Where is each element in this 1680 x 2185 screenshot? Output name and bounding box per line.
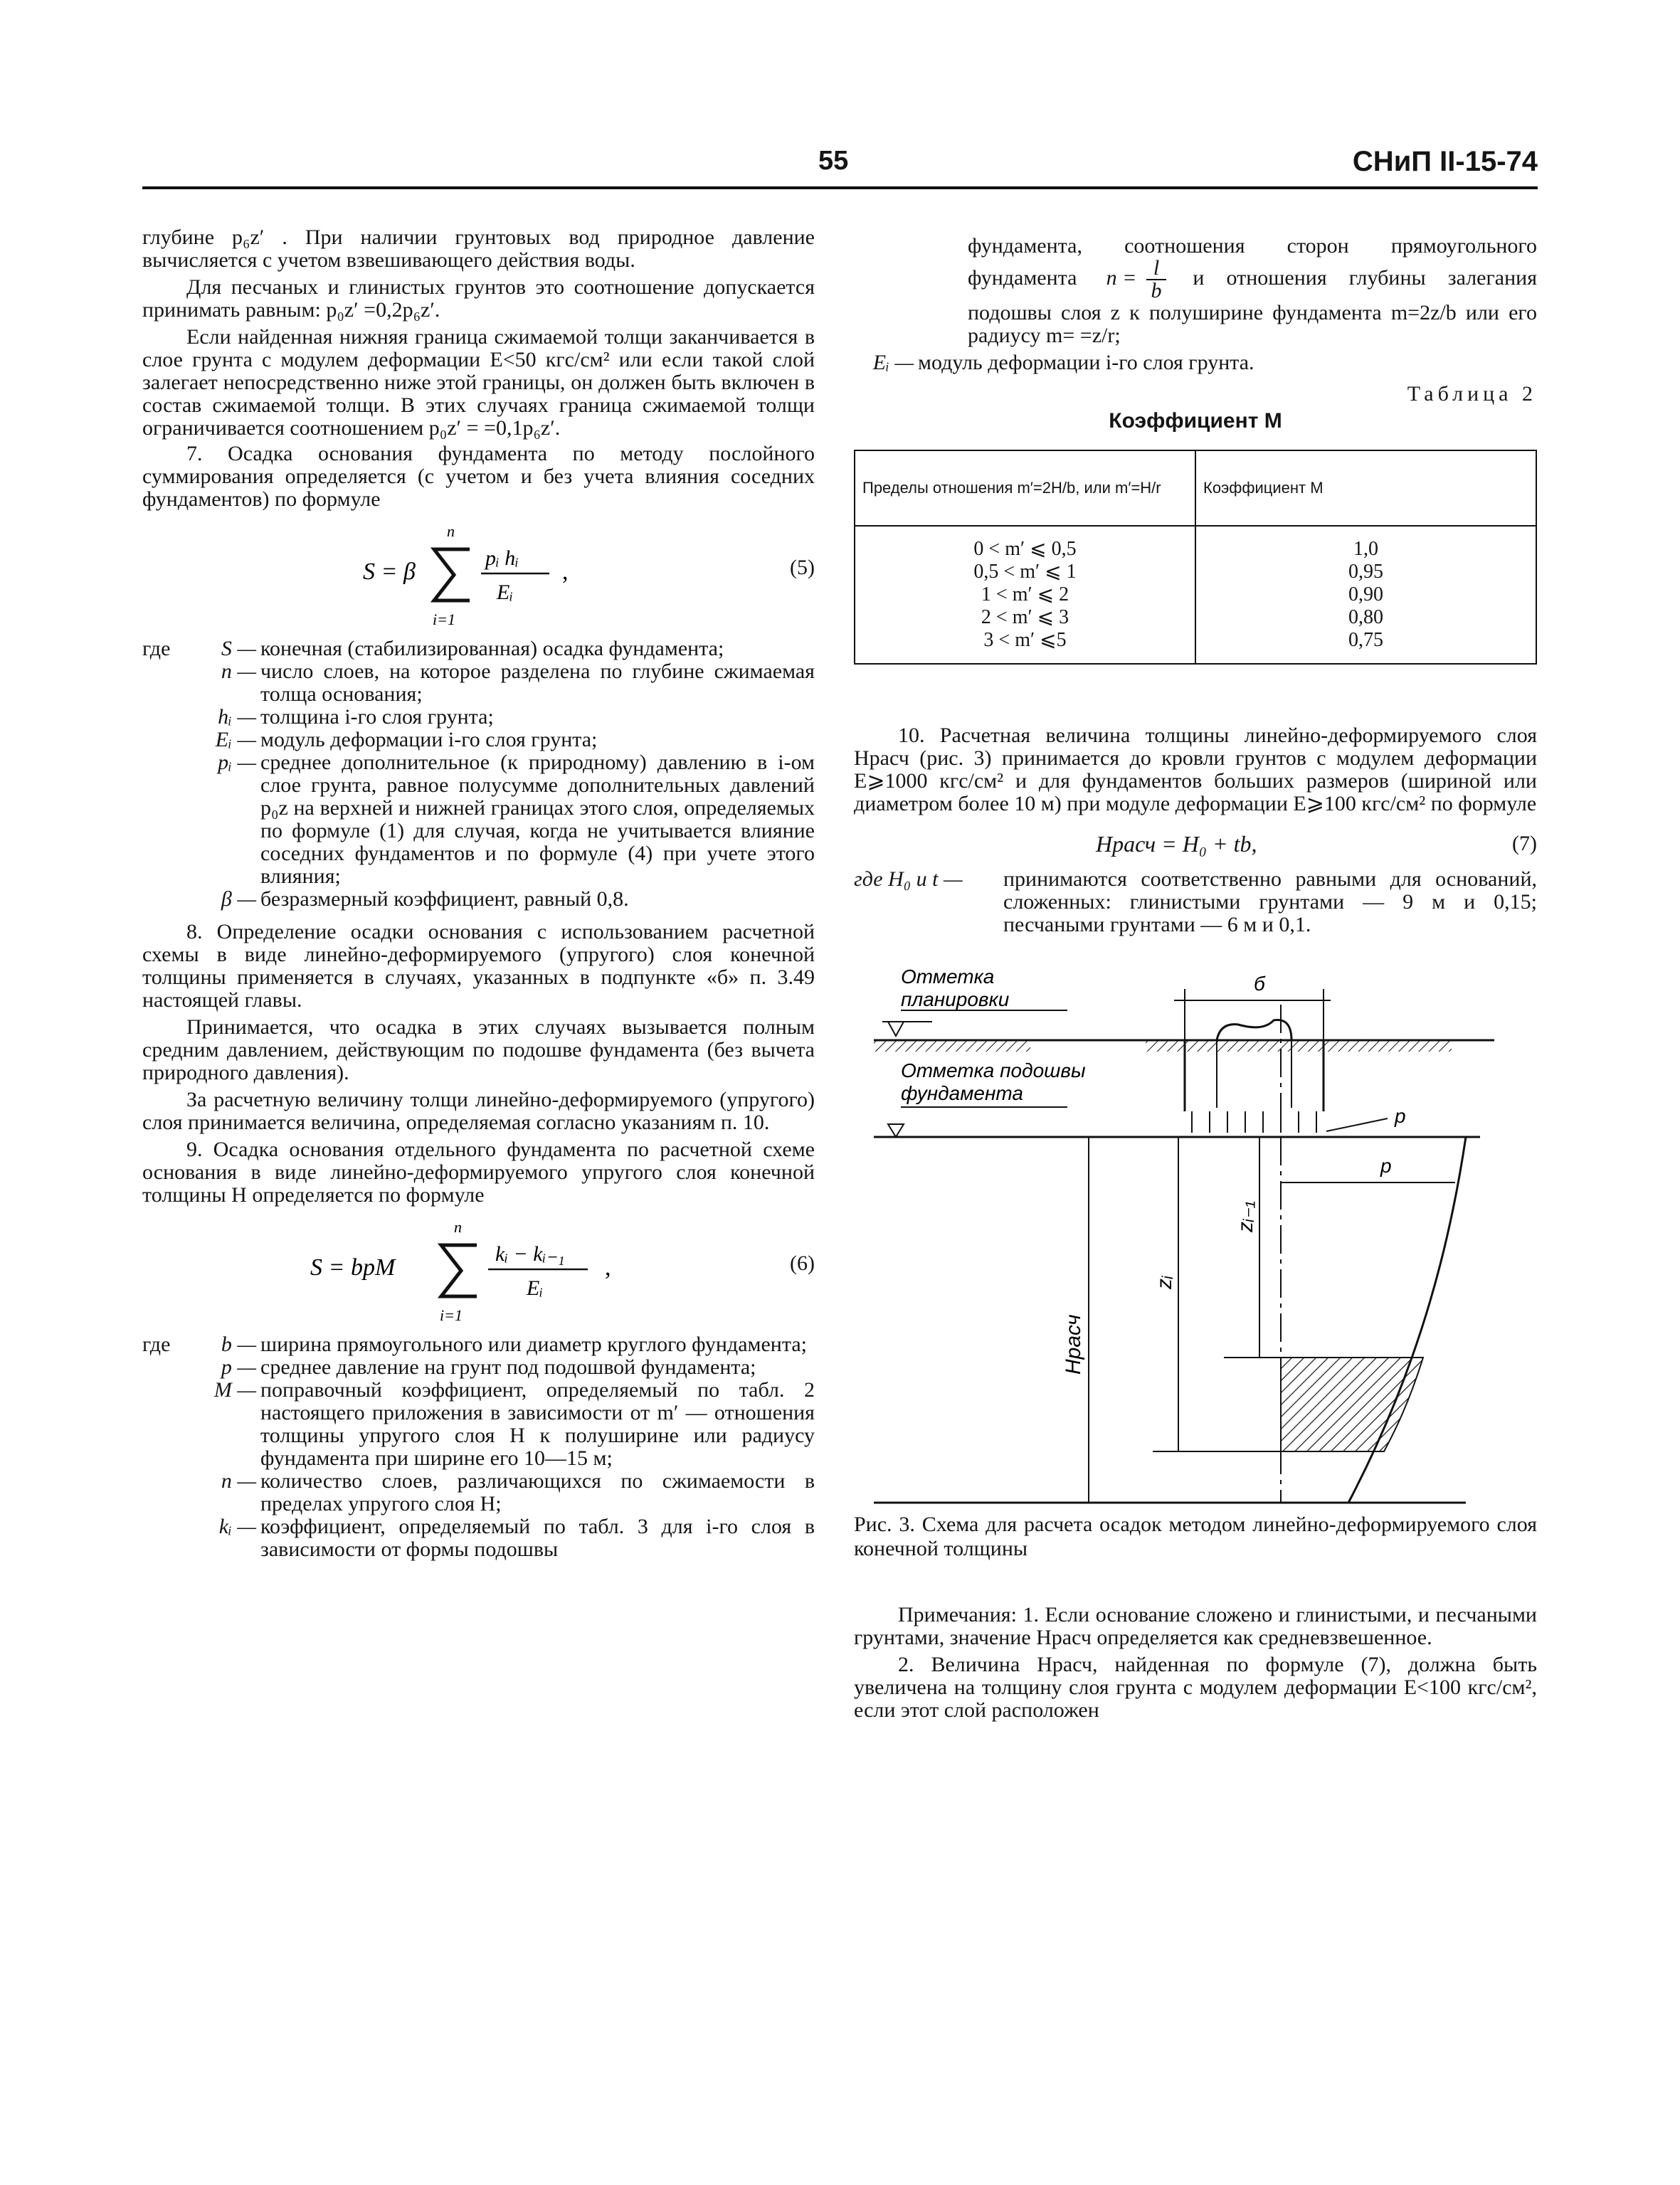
paragraph: 10. Расчетная величина толщины линейно-деформируемого слоя Hрасч (рис. 3) принимается до кровли грунтов с модулем деформации E⩾1000 кгс/см² и для фундаментов больших размеров (шириной или диаметром более 10 м) при модуле деформации E⩾100 кгс/см² по формуле [854,724,1537,815]
level-mark-icon [888,1022,904,1036]
sum-top: n [454,1218,462,1236]
formula-6-expression [310,1217,719,1324]
table-header-cell: Пределы отношения m′=2H/b, или m′=H/r [855,450,1195,526]
coefficient-table [854,450,1537,665]
formula-number: (7) [1512,832,1537,855]
definition-row: где b — ширина прямоугольного или диаметр круглого фундамента; [142,1333,807,1356]
definitions-list-5 [142,637,815,911]
ratio-expression: n = $\frac{l}{b}$ [1106,258,1171,302]
label-zi: zᵢ [1153,1276,1176,1289]
definition-row: β — безразмерный коэффициент, равный 0,8. [221,887,629,911]
figure-3 [854,962,1537,1503]
formula-expression: Hрасч = H₀ + tb, [1096,831,1257,857]
formula-7 [854,825,1537,862]
formula-tail: , [562,559,569,585]
pressure-arrows [1192,1111,1316,1133]
formula-lhs: S = bpM [310,1254,396,1281]
left-column [142,226,815,1561]
fraction-numerator: pᵢ hᵢ [485,546,519,570]
sigma-symbol [441,1245,477,1296]
definitions-list-6 [142,1333,815,1561]
table-cell: 0 < m′ ⩽ 0,5 0,5 < m′ ⩽ 1 1 < m′ ⩽ 2 2 < m′ ⩽ 3 3 < m′ ⩽5 [855,526,1195,664]
formula-number: (6) [790,1252,815,1275]
formula-number: (5) [790,556,815,579]
sum-bottom: i=1 [433,610,455,628]
label-base-mark: Отметка подошвы фундамента [901,1059,1086,1104]
definition-row: Eᵢ — модуль деформации i-го слоя грунта. [872,351,1254,374]
paragraph: глубине p₆z′ . При наличии грунтовых вод природное давление вычисляется с учетом взвешивающего действия воды. [142,226,815,272]
label-zi-1: zᵢ₋₁ [1234,1200,1257,1232]
fraction-denominator: b [1151,279,1162,302]
definition-row: где S — конечная (стабилизированная) осадка фундамента; [142,637,724,660]
fraction-numerator: kᵢ − kᵢ₋₁ [495,1242,565,1266]
figure-caption: Рис. 3. Схема для расчета осадок методом линейно-деформируемого слоя конечной толщины [854,1513,1537,1560]
note: 2. Величина Hрасч, найденная по формуле (7), должна быть увеличена на толщину слоя грунта с модулем деформации E<100 кгс/см², если этот слой расположен [854,1653,1537,1722]
fraction-numerator: l [1146,258,1166,280]
label-H: Hрасч [1062,1314,1085,1375]
definition-row: kᵢ — коэффициент, определяемый по табл. 3 для i-го слоя в зависимости от формы подошвы [218,1515,815,1561]
header-rule [142,186,1538,189]
sum-top: n [447,522,455,540]
definition-row: n — число слоев, на которое разделена по глубине сжимаемая толща основания; [221,660,815,706]
formula-tail: , [605,1254,611,1281]
ground-hatch [874,1040,1030,1052]
page-number: 55 [818,146,849,176]
fraction-denominator: Eᵢ [497,581,514,604]
definition-row: hᵢ — толщина i-го слоя грунта; [218,705,494,729]
paragraph: 8. Определение осадки основания с использованием расчетной схемы в виде линейно-деформируемого (упругого) слоя конечной толщины применяется в случаях, указанных в подпункте «б» п. 3.49 настоящей главы. [142,920,815,1012]
table-body-row [855,526,1536,664]
table-cell: 1,0 0,95 0,90 0,80 0,75 [1195,526,1536,664]
sigma-symbol [434,549,470,601]
sum-bottom: i=1 [440,1306,463,1324]
label-b: б [1254,973,1265,995]
definition-row: где H₀ и t — принимаются соответственно равными для оснований, сложенных: глинистыми грунтами — 9 м и 0,15; песчаными грунтами — 6 м и 0,1. [854,867,1537,936]
settlement-scheme-diagram [854,962,1537,1503]
label-p: p [1380,1155,1392,1177]
paragraph: 7. Осадка основания фундамента по методу послойного суммирования определяется (с учетом и без учета влияния соседних фундаментов) по формуле [142,442,815,511]
table-caption: Коэффициент M [1109,409,1282,433]
ground-hatch [1146,1040,1452,1052]
fraction-denominator: Eᵢ [527,1276,544,1300]
formula-6 [142,1217,815,1323]
definition-row: M — поправочный коэффициент, определяемый по табл. 2 настоящего приложения в зависимости от m′ — отношения толщины упругого слоя H к полуширине или радиусу фундамента при ширине его 10—15 м; [213,1378,815,1470]
table-header-cell: Коэффициент M [1195,450,1536,526]
layer-hatch [1281,1358,1423,1451]
note: Примечания: 1. Если основание сложено и глинистыми, и песчаными грунтами, значение Hрасч определяется как средневзвешенное. [854,1603,1537,1649]
paragraph: Принимается, что осадка в этих случаях вызывается полным средним давлением, действующим по подошве фундамента (без вычета природного давления). [142,1015,815,1084]
foundation-outline [1185,1020,1324,1111]
paragraph: За расчетную величину толщи линейно-деформируемого (упругого) слоя принимается величина, определяемая согласно указаниям п. 10. [142,1088,815,1134]
definition-row: p — среднее давление на грунт под подошвой фундамента; [221,1355,756,1379]
paragraph: и отношения глубины залегания подошвы слоя z к полуширине фундамента m=2z/b или его радиусу m= =z/r; [968,265,1538,347]
definition-row: pᵢ — среднее дополнительное (к природному) давлению в i-ом слое грунта, равное полусумме дополнительных давлений p₀z на верхней и нижней границах этого слоя, определяемых по формуле (1) для случая, когда не учитывается влияние соседних фундаментов и по формуле (4) при учете этого влияния; [218,751,815,888]
label-p: p [1395,1105,1406,1127]
right-column [854,235,1537,1722]
definition-row: n — количество слоев, различающихся по сжимаемости в пределах упругого слоя H; [221,1469,815,1515]
table-label: Таблица 2 [1407,382,1537,406]
label-plan-mark-1: Отметка планировки [901,965,1010,1010]
paragraph: 9. Осадка основания отдельного фундамента по расчетной схеме основания в виде линейно-деформируемого упругого слоя конечной толщины H определяется по формуле [142,1138,815,1207]
formula-5 [142,521,815,628]
formula-5-expression [363,521,719,628]
paragraph: Если найденная нижняя граница сжимаемой толщи заканчивается в слое грунта с модулем деформации E<50 кгс/см² или если такой слой залегает непосредственно ниже этой границы, он должен быть включен в состав сжимаемой толщи. В этих случаях граница сжимаемой толщи ограничивается соотношением p₀z′ = =0,1p₆z′. [142,325,815,440]
table-header-row [855,450,1536,526]
paragraph: фундамента, соотношения сторон прямоугольного фундамента [968,234,1537,290]
document-code: СНиП II-15-74 [1352,146,1538,177]
formula-lhs: S = β [363,559,416,585]
definition-row: Eᵢ — модуль деформации i-го слоя грунта; [215,728,598,751]
continuation-block [854,235,1537,347]
level-mark-icon [888,1124,904,1137]
paragraph: Для песчаных и глинистых грунтов это соотношение допускается принимать равным: p₀z′ =0,2p₆z′. [142,275,815,322]
